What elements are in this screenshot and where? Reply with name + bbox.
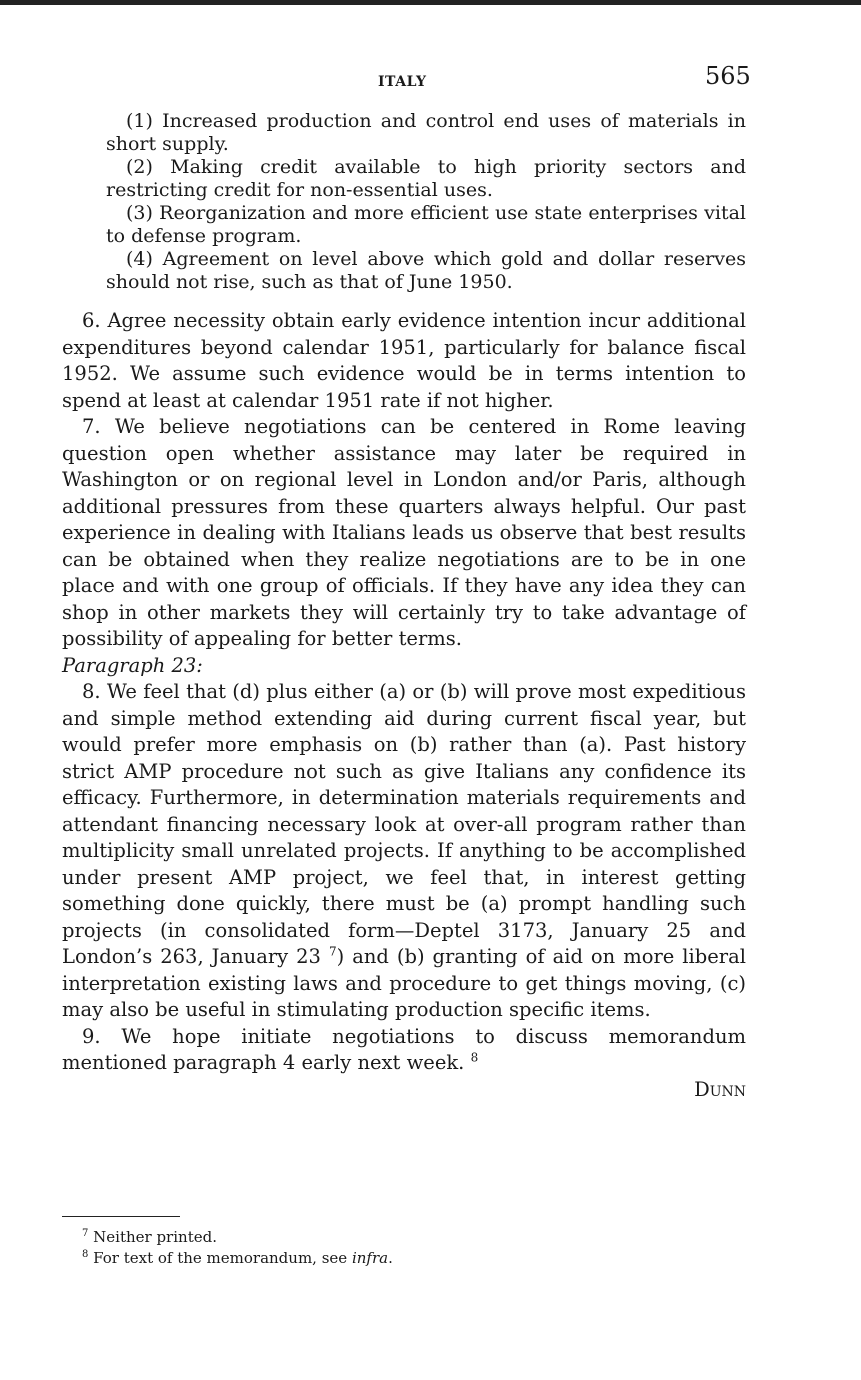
- footnote-text-8: [93, 1249, 393, 1267]
- paragraph-9: [62, 1024, 746, 1077]
- paragraph-6: 6. Agree necessity obtain early evidence intention incur additional expenditures beyond calendar 1951, particularly for balance fiscal 1952. We assume such evidence would be in terms intention to spend at least at calendar 1951 rate if not higher.: [62, 309, 746, 412]
- page-number: 565: [705, 62, 751, 90]
- footnote-8-text-before: For text of the memorandum, see: [93, 1249, 352, 1267]
- signature: Dunn: [694, 1077, 746, 1101]
- footnotes: [62, 1216, 746, 1269]
- paragraph-7: 7. We believe negotiations can be centered in Rome leaving question open whether assistance may later be required in Washington or on regional level in London and/or Paris, although additional pressures from these quarters always helpful. Our past experience in dealing with Italians leads us observe that best results can be obtained when they realize negotiations are to be in one place and with one group of officials. If they have any idea they can shop in other markets they will certainly try to take advantage of possibility of appealing for better terms.: [62, 415, 746, 650]
- section-heading: Paragraph 23:: [62, 653, 203, 677]
- footnote-mark-7: 7: [82, 1228, 89, 1239]
- paragraph-9-text: 9. We hope initiate negotiations to discuss memorandum mentioned paragraph 4 early next week.: [62, 1024, 746, 1074]
- footnote-7: [82, 1227, 746, 1248]
- sublist-item-1: (1) Increased production and control end uses of materials in short supply.: [106, 110, 746, 155]
- page-header: [0, 60, 861, 100]
- sublist-item-2: (2) Making credit available to high priority sectors and restricting credit for non-essential uses.: [106, 156, 746, 201]
- paragraph-8: [62, 679, 746, 1024]
- page-body: [62, 110, 746, 1103]
- sublist-item-4: (4) Agreement on level above which gold and dollar reserves should not rise, such as that of June 1950.: [106, 248, 746, 293]
- top-border-rule: [0, 0, 861, 5]
- footnote-mark-8: 8: [82, 1249, 89, 1260]
- paragraph-8-part-1: 8. We feel that (d) plus either (a) or (b) will prove most expeditious and simple method extending aid during current fiscal year, but would prefer more emphasis on (b) rather than (a). Past history strict AMP procedure not such as give Italians any confidence its efficacy. Furthermore, in determination materials requirements and attendant financing necessary look at over-all program rather than multiplicity small unrelated projects. If anything to be accomplished under present AMP project, we feel that, in interest getting something done quickly, there must be (a) prompt handling such projects (in consolidated form—Deptel 3173, January 25 and London’s 263, January 23: [62, 680, 746, 968]
- footnote-rule: [62, 1216, 180, 1217]
- footnote-8-text-after: .: [388, 1249, 393, 1267]
- paragraph-8-part-2: ) and (b) granting of aid on more liberal interpretation existing laws and procedure to get things moving, (c) may also be useful in stimulating production specific items.: [62, 945, 746, 1021]
- footnote-ref-8: 8: [470, 1050, 479, 1065]
- footnote-ref-7: 7: [328, 944, 337, 959]
- running-head: ITALY: [378, 74, 427, 90]
- sublist-item-3: (3) Reorganization and more efficient use state enterprises vital to defense program.: [106, 202, 746, 247]
- sublist: [106, 110, 746, 294]
- footnote-text-7: Neither printed.: [93, 1228, 217, 1246]
- footnote-8: [82, 1248, 746, 1269]
- footnote-8-italic: infra: [351, 1249, 389, 1267]
